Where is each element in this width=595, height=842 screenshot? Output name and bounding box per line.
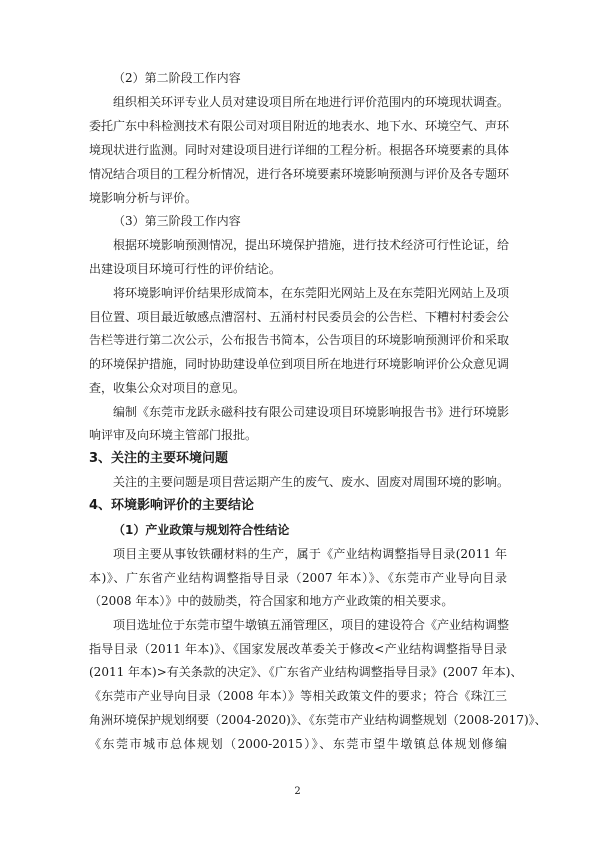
stage2-line-4: 情况结合项目的工程分析情况，进行各环境要素环境影响预测与评价及各专题环 <box>89 167 510 181</box>
stage3-line-2: 出建设项目环境可行性的评价结论。 <box>89 262 282 276</box>
publicity-line-4: 的环境保护措施，同时协助建设单位到项目所在地进行环境影响评价公众意见调 <box>89 357 510 371</box>
stage2-line-5: 境影响分析与评价。 <box>89 191 198 205</box>
stage3-heading: （3）第三阶段工作内容 <box>113 214 241 228</box>
stage2-line-2: 委托广东中科检测技术有限公司对项目附近的地表水、地下水、环境空气、声环 <box>89 119 510 133</box>
publicity-line-2: 目位置、项目最近敏感点漕滘村、五涌村村民委员会的公告栏、下糟村村委会公 <box>89 310 510 324</box>
policy-line-3: （2008 年本）》中的鼓励类，符合国家和地方产业政策的相关要求。 <box>89 594 454 608</box>
section-3-text: 关注的主要问题是项目营运期产生的废气、废水、固废对周围环境的影响。 <box>113 475 510 489</box>
siting-line-1: 项目选址位于东莞市望牛墩镇五涌管理区，项目的建设符合《产业结构调整 <box>113 618 510 632</box>
report-line-2: 响评审及向环境主管部门报批。 <box>89 428 258 442</box>
stage3-line-1: 根据环境影响预测情况，提出环境保护措施，进行技术经济可行性论证，给 <box>113 238 510 252</box>
section-3-title: 3、关注的主要环境问题 <box>89 451 229 466</box>
publicity-line-5: 查，收集公众对项目的意见。 <box>89 381 246 395</box>
stage2-heading: （2）第二阶段工作内容 <box>113 71 241 85</box>
siting-line-3: (2011 年本)>有关条款的决定》、《广东省产业结构调整指导目录》(2007 年本)、 <box>89 665 523 679</box>
stage2-line-1: 组织相关环评专业人员对建设项目所在地进行评价范围内的环境现状调查。 <box>113 95 510 109</box>
publicity-line-3: 告栏等进行第二次公示，公布报告书简本，公告项目的环境影响预测评价和采取 <box>89 333 510 347</box>
page-number: 2 <box>294 786 301 797</box>
stage2-line-3: 境现状进行监测。同时对建设项目进行详细的工程分析。根据各环境要素的具体 <box>89 143 510 157</box>
siting-line-6: 《东莞市城市总体规划（2000-2015）》、东莞市望牛墩镇总体规划修编 <box>89 737 507 751</box>
policy-line-2: 本)》、广东省产业结构调整指导目录（2007 年本）》、《东莞市产业导向目录 <box>89 571 507 585</box>
siting-line-5: 角洲环境保护规划纲要（2004-2020)》、《东莞市产业结构调整规划（2008-2017)》、 <box>89 713 547 727</box>
policy-line-1: 项目主要从事钕铁硼材料的生产，属于《产业结构调整指导目录(2011 年 <box>113 547 507 561</box>
siting-line-4: 《东莞市产业导向目录（2008 年本）》等相关政策文件的要求；符合《珠江三 <box>89 689 507 703</box>
section-4-subheading: （1）产业政策与规划符合性结论 <box>113 523 290 537</box>
report-line-1: 编制《东莞市龙跃永磁科技有限公司建设项目环境影响报告书》进行环境影 <box>113 405 510 419</box>
siting-line-2: 指导目录（2011 年本)》、《国家发展改革委关于修改<产业结构调整指导目录 <box>89 642 507 656</box>
publicity-line-1: 将环境影响评价结果形成简本，在东莞阳光网站上及在东莞阳光网站上及项 <box>113 286 510 300</box>
section-4-title: 4、环境影响评价的主要结论 <box>89 498 255 513</box>
